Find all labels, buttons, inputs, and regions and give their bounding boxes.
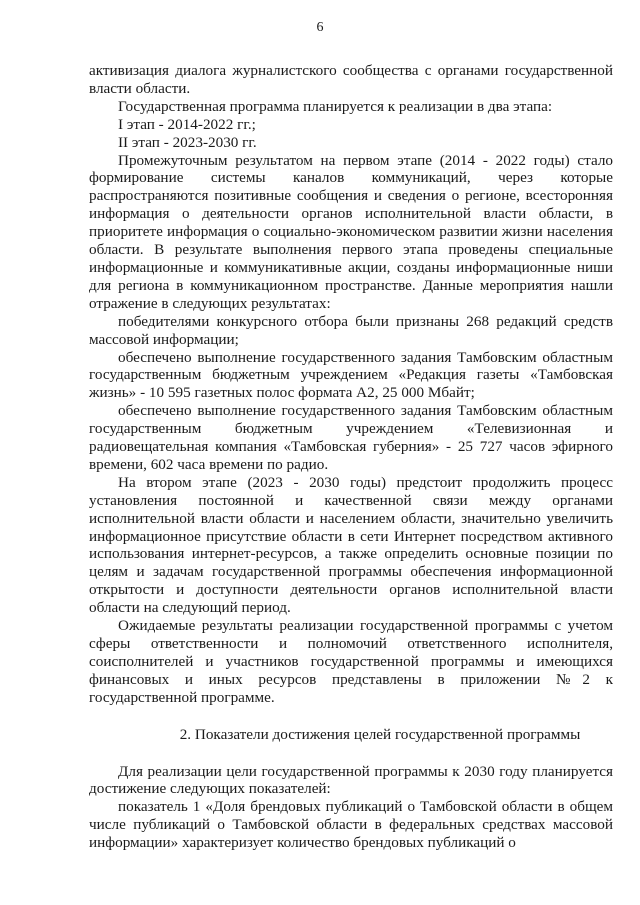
paragraph: активизация диалога журналистского сообщества с органами государственной власти области. xyxy=(89,62,613,97)
paragraph: показатель 1 «Доля брендовых публикаций о Тамбовской области в общем числе публикаций о Тамбовской области в федеральных средствах массовой информации» характеризует количество брендовых публикаций о xyxy=(89,798,613,852)
paragraph: обеспечено выполнение государственного задания Тамбовским областным государственным бюджетным учреждением «Редакция газеты «Тамбовская жизнь» - 10 595 газетных полос формата А2, 25 000 Мбайт; xyxy=(89,348,613,402)
paragraph: победителями конкурсного отбора были признаны 268 редакций средств массовой информации; xyxy=(89,312,613,348)
paragraph: Промежуточным результатом на первом этапе (2014 - 2022 годы) стало формирование системы каналов коммуникаций, через которые распространяются позитивные сообщения и сведения о регионе, всесторонняя информация о деятельности органов исполнительной власти области, в приоритете информация о социально-экономическом развитии жизни населения области. В результате выполнения первого этапа проведены специальные информационные и коммуникативные акции, созданы информационные ниши для региона в коммуникационном пространстве. Данные мероприятия нашли отражение в следующих результатах: xyxy=(89,151,613,312)
paragraph: На втором этапе (2023 - 2030 годы) предстоит продолжить процесс установления постоянной и качественной связи между органами исполнительной власти области и населением области, значительно увеличить информационное присутствие области в сети Интернет посредством активного использования интернет-ресурсов, а также определить основные позиции по целям и задачам государственной программы обеспечения информационной открытости и доступности деятельности органов исполнительной власти области на следующий период. xyxy=(89,473,613,617)
paragraph: II этап - 2023-2030 гг. xyxy=(118,133,257,151)
paragraph: Ожидаемые результаты реализации государственной программы с учетом сферы ответственности и полномочий ответственного исполнителя, соисполнителей и участников государственной программы и имеющихся финансовых и иных ресурсов представлены в приложении №2 к государственной программе. xyxy=(89,617,613,706)
page-number: 6 xyxy=(316,20,324,35)
section-title: 2. Показатели достижения целей государственной программы xyxy=(179,725,581,743)
paragraph: Государственная программа планируется к реализации в два этапа: xyxy=(118,97,553,115)
paragraph: Для реализации цели государственной программы к 2030 году планируется достижение следующих показателей: xyxy=(89,762,613,798)
document-body xyxy=(89,62,613,852)
paragraph: I этап - 2014-2022 гг.; xyxy=(118,115,256,133)
paragraph: обеспечено выполнение государственного задания Тамбовским областным государственным бюджетным учреждением «Телевизионная и радиовещательная компания «Тамбовская губерния» - 25 727 часов эфирного времени, 602 часа времени по радио. xyxy=(89,402,613,473)
